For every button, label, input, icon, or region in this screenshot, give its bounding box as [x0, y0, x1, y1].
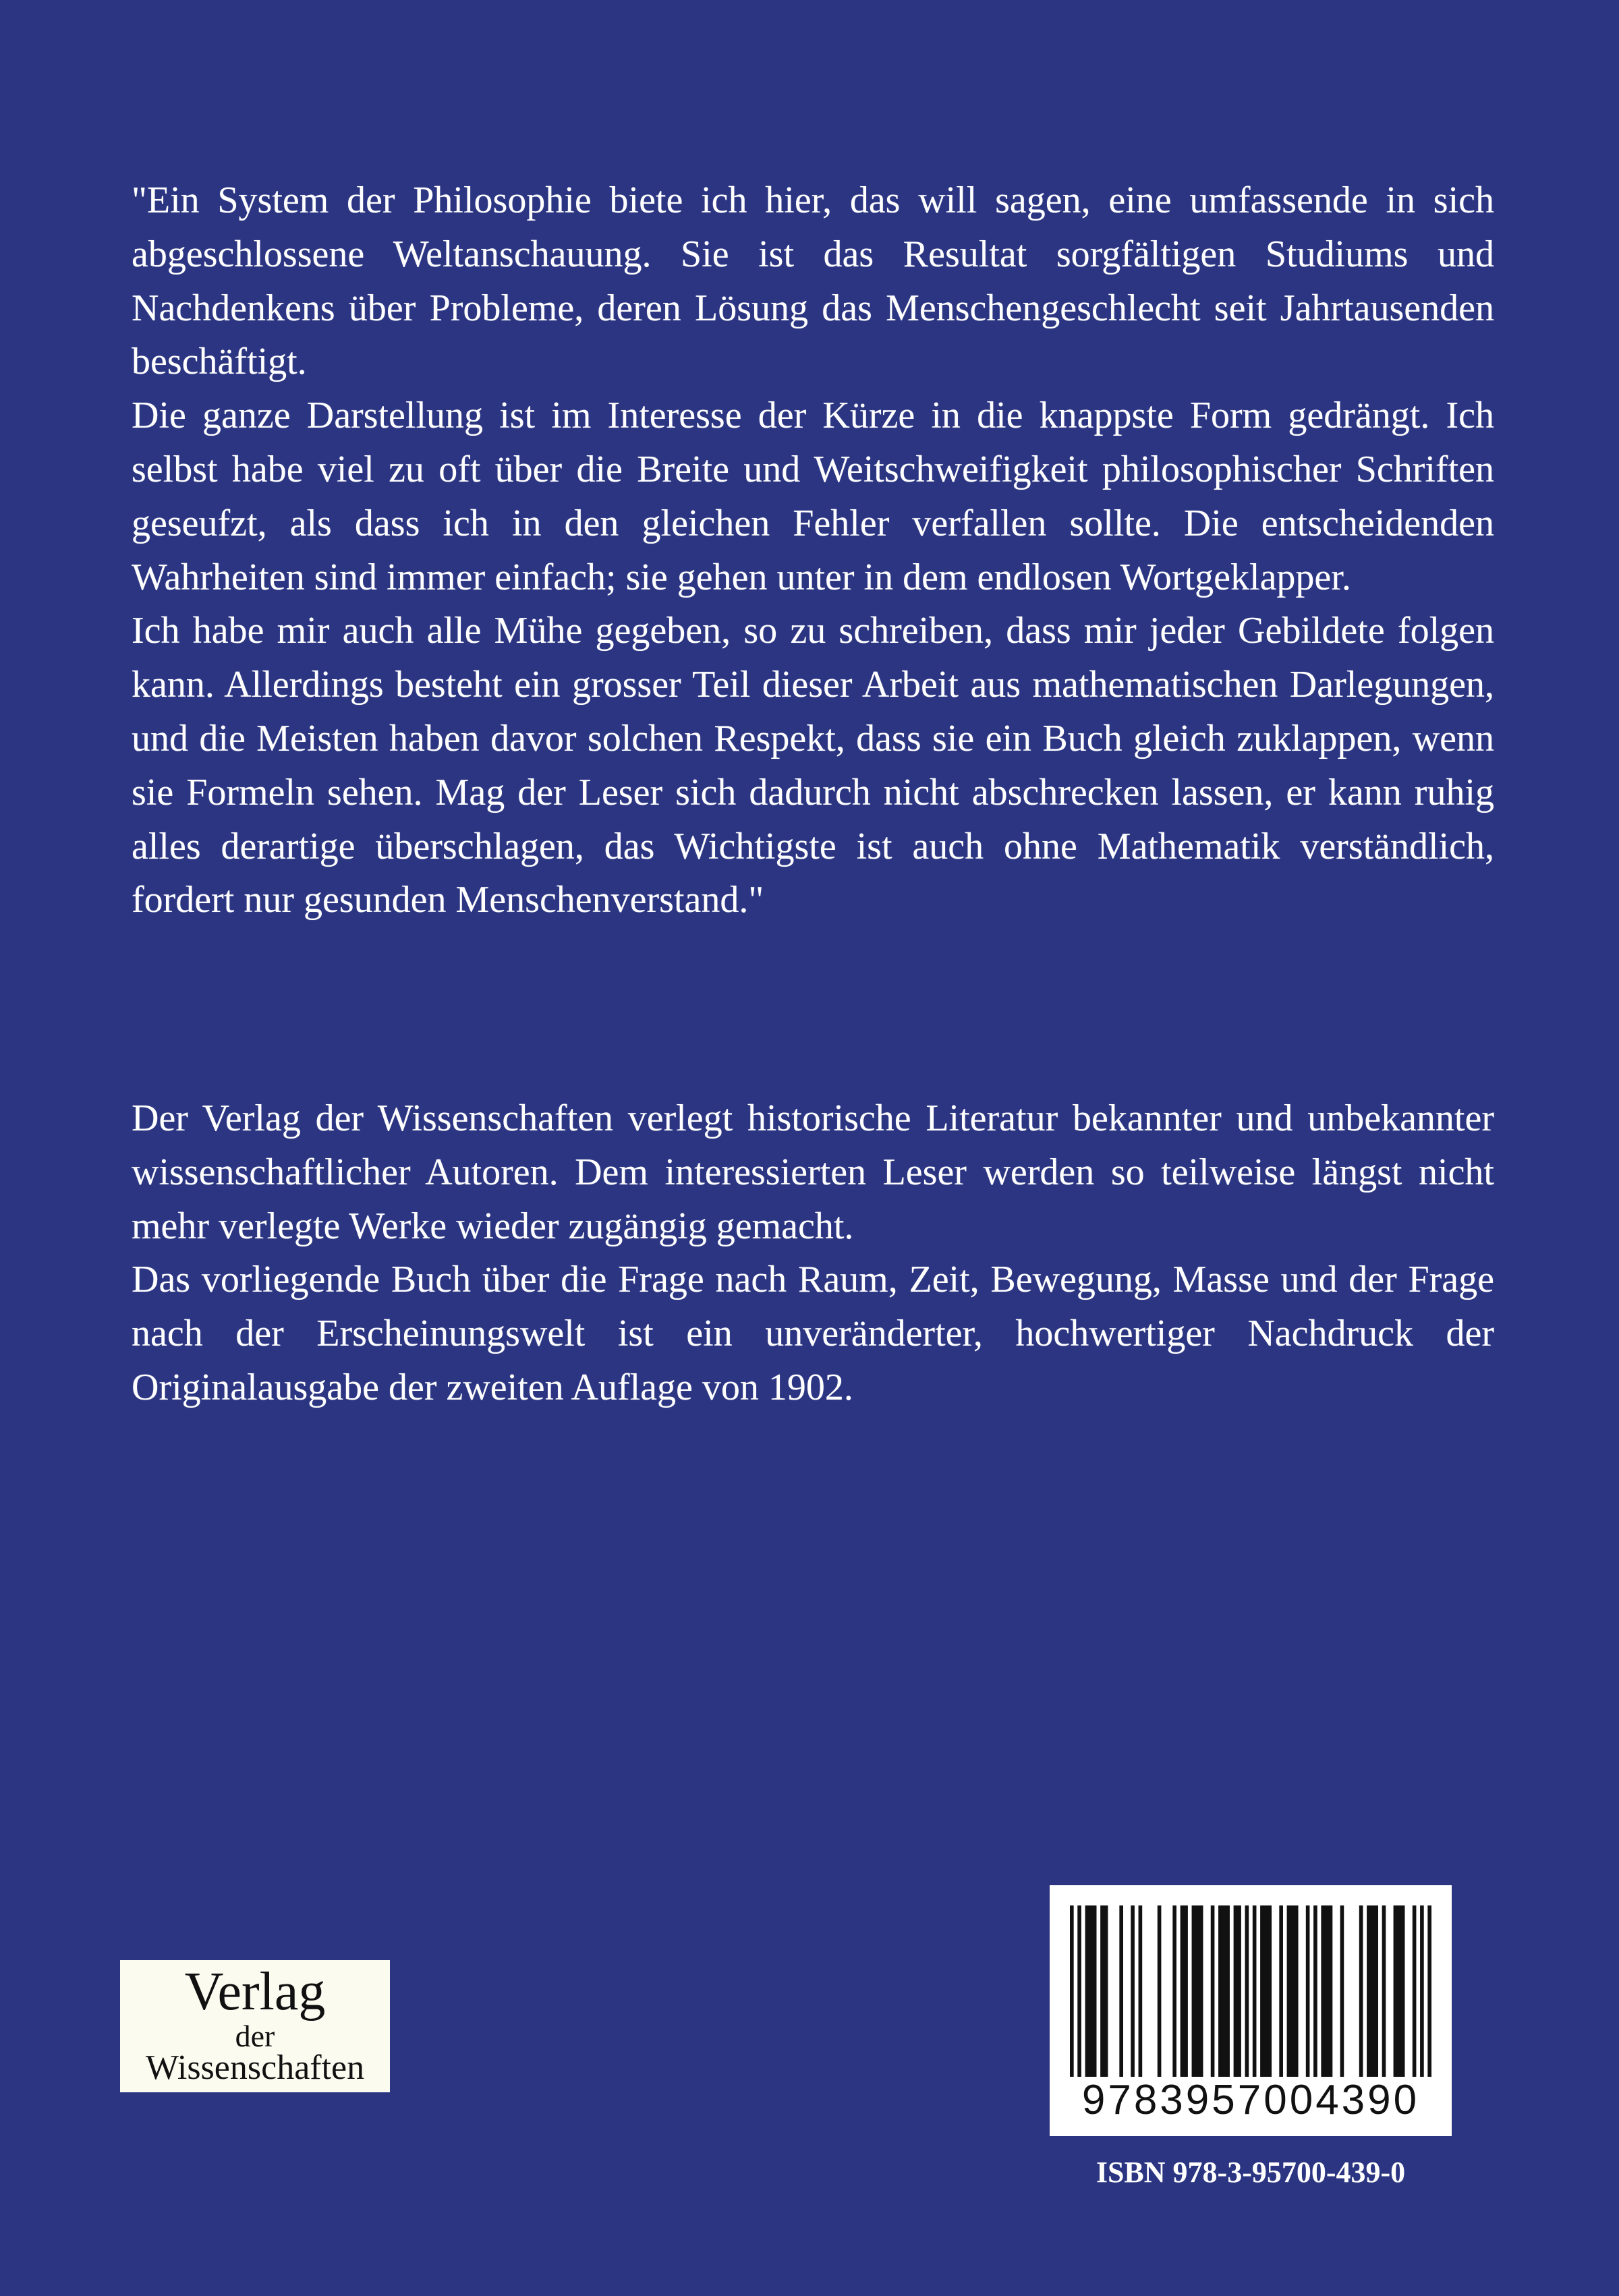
- barcode-bars: [1070, 1905, 1431, 2077]
- barcode-bar-12: [1218, 1905, 1230, 2077]
- barcode-digits: 9783957004390: [1081, 2077, 1420, 2123]
- barcode-bar-28: [1420, 1905, 1424, 2077]
- publisher-paragraph-1: Der Verlag der Wissenschaften verlegt historische Literatur bekannter und unbekannter wissenschaftlicher Autoren. Dem interessierten Leser werden so teilweise längst nicht mehr verlegte Werke wieder zugängig gemacht.: [132, 1097, 1494, 1247]
- barcode-bar-26: [1394, 1905, 1405, 2077]
- barcode-bar-11: [1211, 1905, 1215, 2077]
- author-quote: [132, 174, 1494, 927]
- logo-line-verlag: Verlag: [184, 1962, 326, 2021]
- barcode-bar-2: [1085, 1905, 1097, 2077]
- barcode-bar-25: [1382, 1905, 1386, 2077]
- barcode-bar-0: [1070, 1905, 1074, 2077]
- barcode-bar-16: [1260, 1905, 1272, 2077]
- barcode-bar-15: [1253, 1905, 1257, 2077]
- barcode-bar-1: [1077, 1905, 1081, 2077]
- isbn-number: ISBN 978-3-95700-439-0: [1096, 2156, 1406, 2189]
- barcode-bar-9: [1181, 1905, 1188, 2077]
- barcode-bar-6: [1139, 1905, 1143, 2077]
- barcode-bar-17: [1279, 1905, 1283, 2077]
- barcode-bar-29: [1427, 1905, 1431, 2077]
- barcode-bar-7: [1158, 1905, 1162, 2077]
- publisher-paragraph-2: Das vorliegende Buch über die Frage nach Raum, Zeit, Bewegung, Masse und der Frage nach der Erscheinungswelt ist ein unveränderter, hochwertiger Nachdruck der Originalausgabe der zweiten Auflage von 1902.: [132, 1259, 1494, 1408]
- quote-paragraph-3: Ich habe mir auch alle Mühe gegeben, so zu schreiben, dass mir jeder Gebildete folgen kann. Allerdings besteht ein grosser Teil dieser Arbeit aus mathematischen Darlegungen, und die Meisten haben davor solchen Respekt, dass sie ein Buch gleich zuklappen, wenn sie Formeln sehen. Mag der Leser sich dadurch nicht abschrecken lassen, er kann ruhig alles derartige überschlagen, das Wichtigste ist auch ohne Mathematik verständlich, fordert nur gesunden Menschenverstand.": [132, 610, 1494, 921]
- barcode-bar-3: [1100, 1905, 1108, 2077]
- barcode-bar-4: [1119, 1905, 1123, 2077]
- barcode-bar-27: [1413, 1905, 1417, 2077]
- publisher-description: [132, 1092, 1494, 1415]
- quote-paragraph-1: "Ein System der Philosophie biete ich hier, das will sagen, eine umfassende in sich abgeschlossene Weltanschauung. Sie ist das Resultat sorgfältigen Studiums und Nachdenkens über Probleme, deren Lösung das Menschengeschlecht seit Jahrtausenden beschäftigt.: [132, 179, 1494, 383]
- barcode-bar-22: [1340, 1905, 1344, 2077]
- publisher-logo: [120, 1960, 390, 2092]
- barcode-bar-24: [1367, 1905, 1378, 2077]
- logo-line-wissenschaften: Wissenschaften: [145, 2048, 365, 2087]
- barcode-bar-20: [1313, 1905, 1317, 2077]
- logo-line-der: der: [235, 2019, 275, 2053]
- barcode-bar-19: [1306, 1905, 1310, 2077]
- barcode-bar-8: [1172, 1905, 1176, 2077]
- barcode-bar-23: [1359, 1905, 1363, 2077]
- barcode-bar-13: [1234, 1905, 1241, 2077]
- barcode-bar-5: [1131, 1905, 1135, 2077]
- quote-paragraph-2: Die ganze Darstellung ist im Interesse der Kürze in die knappste Form gedrängt. Ich selbst habe viel zu oft über die Breite und Weitschweifigkeit philosophischer Schriften geseufzt, als dass ich in den gleichen Fehler verfallen sollte. Die entscheidenden Wahrheiten sind immer einfach; sie gehen unter in dem endlosen Wortgeklapper.: [132, 395, 1494, 598]
- barcode-bar-10: [1192, 1905, 1203, 2077]
- barcode-bar-21: [1321, 1905, 1332, 2077]
- barcode-bar-14: [1245, 1905, 1249, 2077]
- barcode-bar-18: [1287, 1905, 1299, 2077]
- barcode: [1050, 1885, 1452, 2136]
